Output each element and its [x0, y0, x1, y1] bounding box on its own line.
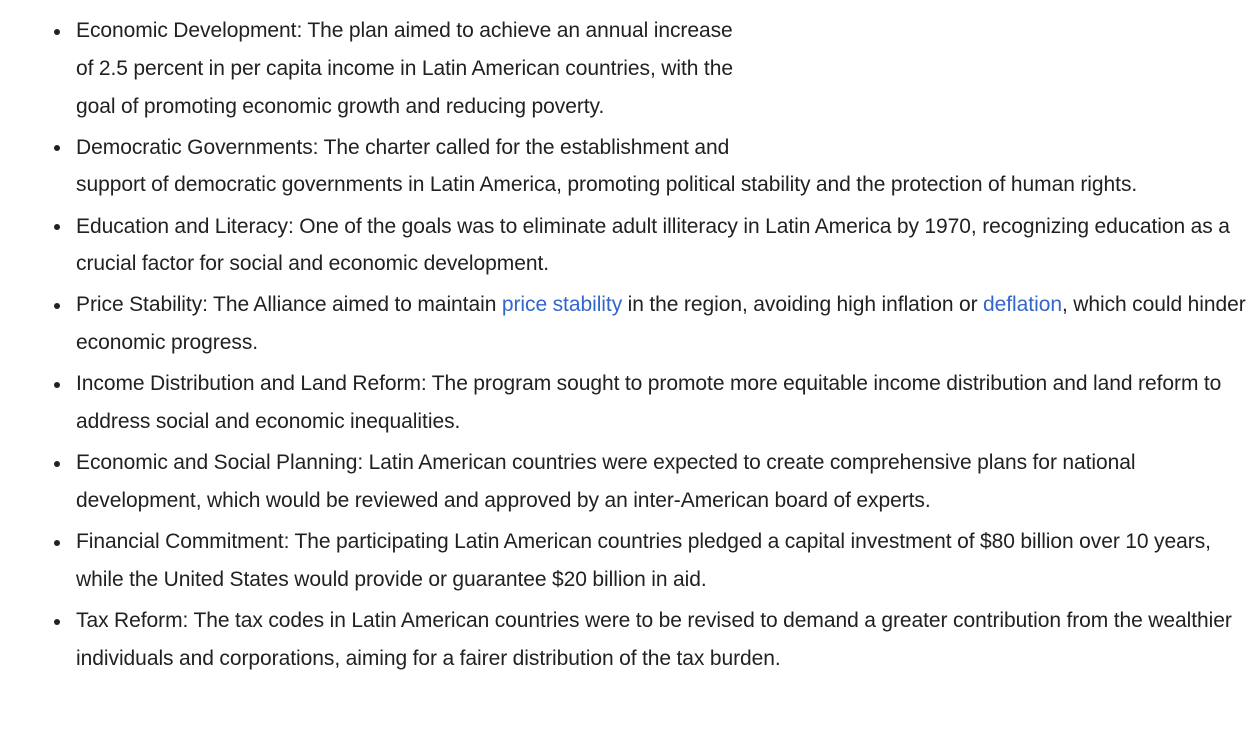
list-item-line: Economic Development: The plan aimed to achieve an annual increase — [76, 19, 733, 42]
list-item-democratic-governments — [76, 129, 1260, 205]
list-item-text-before: Price Stability: The Alliance aimed to maintain — [76, 293, 502, 317]
list-item-financial-commitment — [76, 523, 1260, 599]
list-item-education-literacy — [76, 208, 1260, 284]
list-item-line: Democratic Governments: The charter called for the establishment and — [76, 135, 730, 159]
list-item-line: goal of promoting economic growth and reducing poverty. — [76, 94, 605, 118]
list-item-price-stability — [76, 286, 1260, 362]
list-item-text: Economic and Social Planning: Latin American countries were expected to create comprehensive plans for national development, which would be reviewed and approved by an inter-American board of experts. — [76, 451, 1136, 513]
list-item-text: Education and Literacy: One of the goals was to eliminate adult illiteracy in Latin America by 1970, recognizing education as a crucial factor for social and economic development. — [76, 214, 1230, 276]
list-item-economic-social-planning — [76, 444, 1260, 520]
list-item-tax-reform — [76, 602, 1260, 678]
article-content — [0, 12, 1260, 681]
list-item-text: Income Distribution and Land Reform: The program sought to promote more equitable income distribution and land reform to address social and economic inequalities. — [76, 372, 1222, 434]
list-item-text-middle: in the region, avoiding high inflation or — [622, 293, 984, 317]
list-item-line: of 2.5 percent in per capita income in Latin American countries, with the — [76, 56, 733, 80]
list-item-text: Financial Commitment: The participating Latin American countries pledged a capital investment of $80 billion over 10 years, while the United States would provide or guarantee $20 billion in aid. — [76, 530, 1211, 591]
list-item-economic-development — [76, 12, 1260, 125]
list-item-line: support of democratic governments in Latin America, promoting political stability and the protection of human rights. — [76, 173, 1138, 197]
list-item-text: Tax Reform: The tax codes in Latin American countries were to be revised to demand a greater contribution from the wealthier individuals and corporations, aiming for a fairer distribution of the tax burden. — [76, 609, 1232, 670]
deflation-link[interactable]: deflation — [983, 293, 1062, 317]
goals-bullet-list — [0, 12, 1260, 678]
list-item-text-after: , which could hinder economic progress. — [76, 293, 1246, 355]
list-item-income-distribution — [76, 365, 1260, 441]
price-stability-link[interactable]: price stability — [501, 293, 623, 317]
